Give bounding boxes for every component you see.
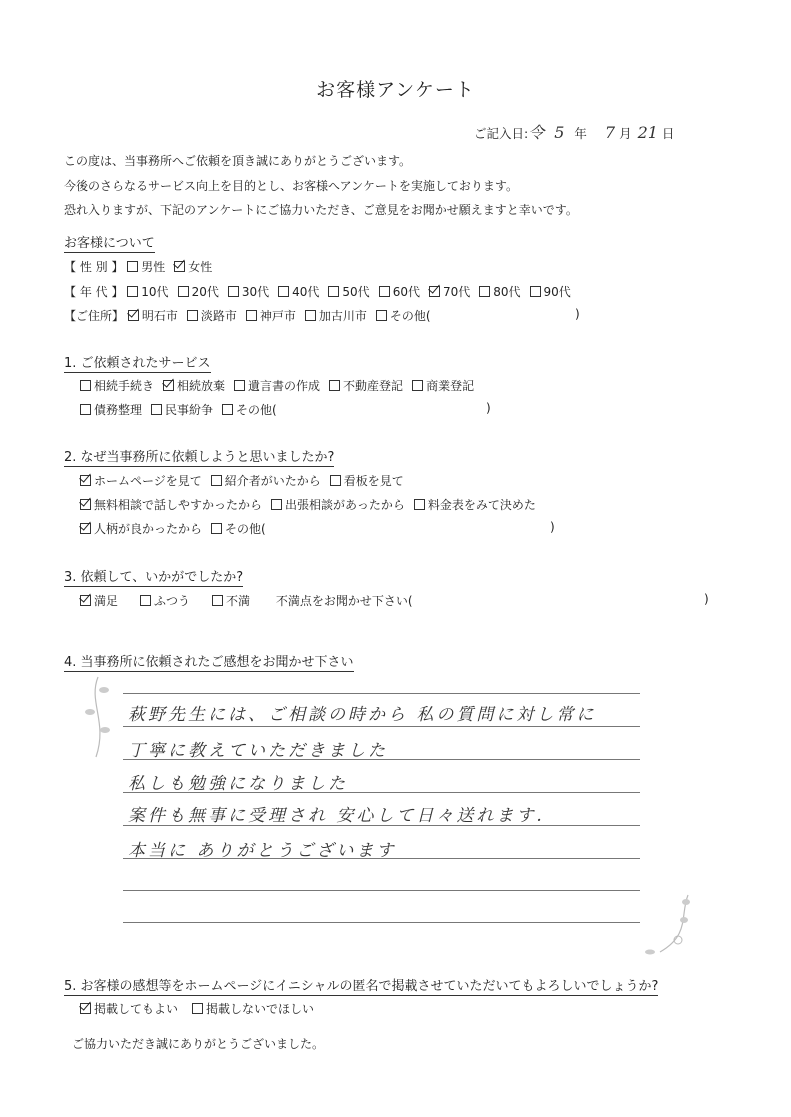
checkbox-icon[interactable]: [187, 310, 198, 321]
option-item[interactable]: [80, 592, 118, 609]
customer-heading: お客様について: [64, 232, 155, 253]
option-item[interactable]: [530, 283, 571, 300]
q1-row-2: [80, 401, 286, 418]
q2-row-1: [80, 472, 413, 489]
option-item[interactable]: [128, 307, 178, 324]
q2-options-1: [80, 474, 413, 488]
gender-row: [64, 258, 221, 275]
comment-line-1: 萩野先生には、ご相談の時から 私の質問に対し常に: [128, 705, 597, 725]
address-options: [128, 309, 440, 323]
option-item[interactable]: [174, 258, 212, 275]
q5-row: [80, 1000, 328, 1017]
option-label: 債務整理: [94, 403, 143, 417]
option-label: 相続手続き: [94, 379, 155, 393]
date-month-unit: 月: [619, 126, 632, 141]
option-label: ホームページを見て: [94, 474, 202, 488]
option-item[interactable]: [228, 283, 269, 300]
option-item[interactable]: [187, 307, 237, 324]
checkbox-icon[interactable]: [80, 404, 91, 415]
option-item[interactable]: [305, 307, 367, 324]
q3-options: [80, 594, 272, 608]
checked-checkbox-icon[interactable]: [429, 286, 440, 297]
checkbox-icon[interactable]: [305, 310, 316, 321]
option-item[interactable]: [246, 307, 296, 324]
q1-options-1: [80, 379, 483, 393]
option-label: 明石市: [141, 309, 178, 323]
option-item[interactable]: [429, 283, 470, 300]
option-label: 女性: [188, 260, 213, 274]
option-item[interactable]: [278, 283, 319, 300]
checkbox-icon[interactable]: [246, 310, 257, 321]
checked-checkbox-icon[interactable]: [80, 595, 91, 606]
q2-row-2: [80, 496, 545, 513]
checkbox-icon[interactable]: [329, 380, 340, 391]
address-label: 【ご住所】: [64, 309, 125, 323]
q2-close: ): [550, 520, 555, 534]
q3-heading: 3. 依頼して、いかがでしたか?: [64, 566, 243, 587]
intro-line-3: 恐れ入りますが、下記のアンケートにご協力いただき、ご意見をお聞かせ願えますと幸いです。: [64, 203, 578, 217]
comment-line-4: 案件も無事に受理され 安心して日々送れます.: [128, 806, 545, 826]
option-item[interactable]: [80, 1000, 178, 1017]
checkbox-icon[interactable]: [376, 310, 387, 321]
checkbox-icon[interactable]: [127, 286, 138, 297]
checkbox-icon[interactable]: [80, 380, 91, 391]
date-day-unit: 日: [661, 126, 675, 141]
option-label: その他(: [389, 309, 431, 323]
address-close: ): [575, 307, 580, 321]
closing-message: ご協力いただき誠にありがとうございました。: [72, 1037, 325, 1051]
option-item[interactable]: [329, 377, 403, 394]
checked-checkbox-icon[interactable]: [128, 310, 139, 321]
option-label: 紹介者がいたから: [224, 474, 321, 488]
ruled-line: [123, 726, 640, 727]
age-label: 【 年 代 】: [64, 285, 124, 299]
option-item[interactable]: [140, 592, 190, 609]
gender-options: [127, 260, 221, 274]
option-label: 40代: [292, 285, 320, 299]
q5-options: [80, 1002, 328, 1016]
option-item[interactable]: [379, 283, 420, 300]
q4-heading: 4. 当事務所に依頼されたご感想をお聞かせ下さい: [64, 651, 354, 672]
option-item[interactable]: [412, 377, 474, 394]
checkbox-icon[interactable]: [222, 404, 233, 415]
age-row: [64, 283, 580, 300]
option-label: 商業登記: [426, 379, 475, 393]
checkbox-icon[interactable]: [479, 286, 490, 297]
option-label: 60代: [392, 285, 420, 299]
option-item[interactable]: [479, 283, 520, 300]
q3-comment-label: 不満点をお聞かせ下さい(: [275, 594, 413, 608]
checkbox-icon[interactable]: [330, 475, 341, 486]
page-title: お客様アンケート: [316, 79, 475, 101]
checkbox-icon[interactable]: [151, 404, 162, 415]
option-label: 加古川市: [318, 309, 367, 323]
checkbox-icon[interactable]: [192, 1003, 203, 1014]
date-year-unit: 年: [574, 126, 587, 141]
option-label: 20代: [191, 285, 219, 299]
option-label: 料金表をみて決めた: [427, 498, 536, 512]
address-row: [64, 307, 440, 324]
checkbox-icon[interactable]: [211, 523, 222, 534]
option-label: 不動産登記: [343, 379, 404, 393]
option-label: 90代: [543, 285, 571, 299]
option-item[interactable]: [80, 520, 202, 537]
option-item[interactable]: [80, 401, 142, 418]
q2-options-3: [80, 522, 275, 536]
option-label: 70代: [442, 285, 471, 299]
leaf-ornament-icon: [78, 672, 118, 762]
checked-checkbox-icon[interactable]: [174, 261, 185, 272]
option-label: 看板を見て: [343, 474, 404, 488]
option-label: 30代: [241, 285, 270, 299]
option-item[interactable]: [178, 283, 219, 300]
option-label: その他(: [225, 522, 266, 536]
q3-close: ): [704, 592, 709, 606]
option-label: 相続放棄: [177, 379, 226, 393]
checkbox-icon[interactable]: [212, 595, 223, 606]
comment-line-2: 丁寧に教えていただきました: [128, 741, 388, 761]
date-era: 令: [528, 123, 545, 142]
option-item[interactable]: [330, 472, 404, 489]
q2-row-3: [80, 520, 275, 537]
ruled-line: [123, 693, 640, 694]
checkbox-icon[interactable]: [140, 595, 151, 606]
option-label: 民事紛争: [165, 403, 214, 417]
date-month: 7: [604, 123, 616, 142]
option-item[interactable]: [192, 1000, 314, 1017]
entry-date: [474, 120, 674, 143]
checkbox-icon[interactable]: [271, 499, 282, 510]
ruled-line: [123, 890, 640, 891]
option-item[interactable]: [127, 283, 168, 300]
option-label: 50代: [342, 285, 370, 299]
checkbox-icon[interactable]: [211, 475, 222, 486]
q2-options-2: [80, 498, 545, 512]
option-item[interactable]: [163, 377, 225, 394]
option-label: 淡路市: [200, 309, 237, 323]
option-label: 80代: [493, 285, 521, 299]
checkbox-icon[interactable]: [178, 286, 189, 297]
q3-row: [80, 592, 413, 609]
intro-line-2: 今後のさらなるサービス向上を目的とし、お客様へアンケートを実施しております。: [64, 179, 518, 193]
q1-close: ): [486, 401, 491, 415]
option-label: 無料相談で話しやすかったから: [94, 498, 263, 512]
checkbox-icon[interactable]: [412, 380, 423, 391]
option-item[interactable]: [80, 377, 154, 394]
option-label: 満足: [94, 594, 119, 608]
date-year: 5: [554, 123, 565, 142]
checked-checkbox-icon[interactable]: [163, 380, 174, 391]
option-item[interactable]: [151, 401, 213, 418]
checkbox-icon[interactable]: [234, 380, 245, 391]
q2-heading: 2. なぜ当事務所に依頼しようと思いましたか?: [64, 446, 334, 467]
checkbox-icon[interactable]: [278, 286, 289, 297]
ruled-line: [123, 922, 640, 923]
option-label: 掲載してもよい: [94, 1002, 179, 1016]
option-item[interactable]: [212, 592, 250, 609]
option-label: その他(: [236, 403, 277, 417]
date-day: 21: [637, 123, 658, 142]
checkbox-icon[interactable]: [228, 286, 239, 297]
checked-checkbox-icon[interactable]: [80, 499, 91, 510]
option-item[interactable]: [376, 307, 431, 324]
option-item[interactable]: [414, 496, 536, 513]
checked-checkbox-icon[interactable]: [80, 475, 91, 486]
flower-ornament-icon: [640, 890, 700, 960]
option-label: 人柄が良かったから: [94, 522, 203, 536]
checkbox-icon[interactable]: [328, 286, 339, 297]
date-label: ご記入日:: [474, 126, 529, 141]
option-item[interactable]: [328, 283, 369, 300]
checkbox-icon[interactable]: [127, 261, 138, 272]
option-item[interactable]: [80, 472, 202, 489]
intro-line-1: この度は、当事務所へご依頼を頂き誠にありがとうございます。: [64, 154, 412, 168]
option-label: 不満: [226, 594, 251, 608]
gender-label: 【 性 別 】: [64, 260, 124, 274]
q1-options-2: [80, 403, 286, 417]
option-item[interactable]: [80, 496, 262, 513]
option-label: 出張相談があったから: [285, 498, 405, 512]
age-options: [127, 285, 580, 299]
checkbox-icon[interactable]: [530, 286, 541, 297]
option-label: 掲載しないでほしい: [206, 1002, 315, 1016]
option-label: 神戸市: [259, 309, 296, 323]
comment-line-3: 私しも勉強になりました: [128, 774, 348, 794]
comment-line-5: 本当に ありがとうございます: [128, 841, 397, 861]
q1-row-1: [80, 377, 483, 394]
q5-heading: 5. お客様の感想等をホームページにイニシャルの匿名で掲載させていただいてもよろしいでしょうか?: [64, 975, 658, 996]
option-item[interactable]: [127, 258, 165, 275]
checked-checkbox-icon[interactable]: [80, 523, 91, 534]
checked-checkbox-icon[interactable]: [80, 1003, 91, 1014]
option-item[interactable]: [211, 520, 266, 537]
option-label: 遺言書の作成: [248, 379, 321, 393]
option-label: ふつう: [154, 594, 191, 608]
option-item[interactable]: [211, 472, 321, 489]
checkbox-icon[interactable]: [379, 286, 390, 297]
checkbox-icon[interactable]: [414, 499, 425, 510]
option-item[interactable]: [234, 377, 320, 394]
option-label: 10代: [141, 285, 169, 299]
option-item[interactable]: [271, 496, 405, 513]
q1-heading: 1. ご依頼されたサービス: [64, 352, 211, 373]
option-item[interactable]: [222, 401, 277, 418]
option-label: 男性: [141, 260, 166, 274]
